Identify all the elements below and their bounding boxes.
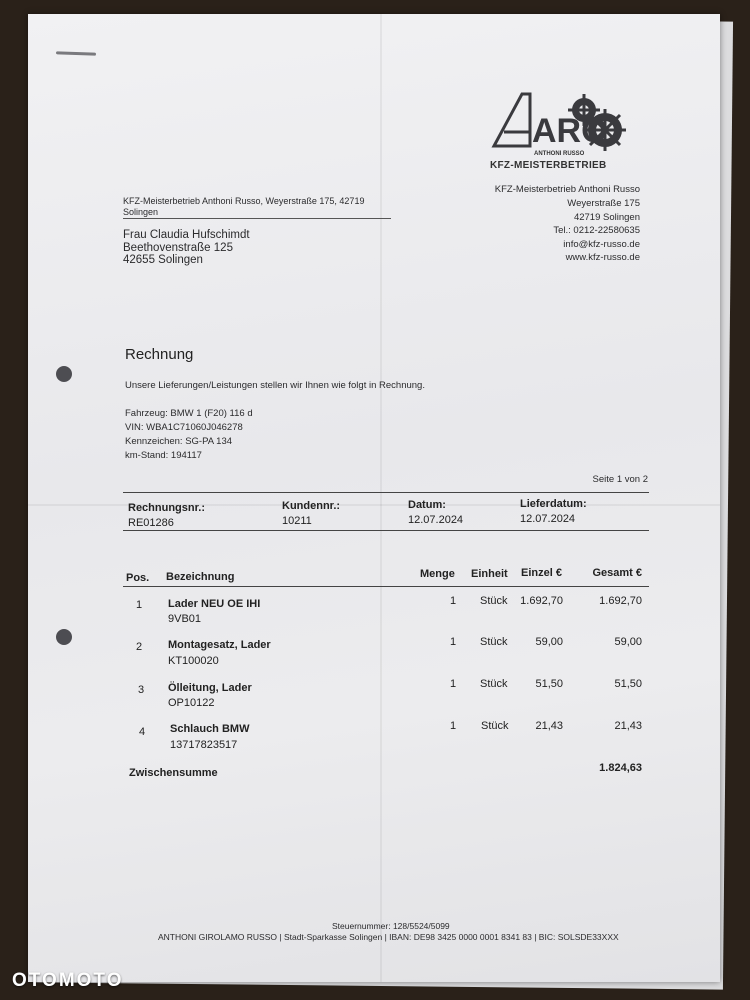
sender-line: Solingen	[123, 207, 159, 217]
invoice-number-label: Rechnungsnr.:	[128, 502, 206, 514]
meta-bottom-divider	[123, 530, 649, 531]
delivery-date: 12.07.2024	[520, 513, 576, 525]
subtotal-value: 1.824,63	[599, 762, 642, 774]
date-label: Datum:	[408, 499, 446, 511]
subtotal-label: Zwischensumme	[129, 767, 218, 779]
page-info: Seite 1 von 2	[592, 474, 648, 485]
row-quantity: 1	[450, 636, 457, 648]
vehicle-line: km-Stand: 194117	[125, 450, 202, 461]
row-unit: Stück	[480, 636, 508, 648]
company-logo	[484, 86, 652, 186]
row-code: OP10122	[168, 697, 215, 709]
customer-number-label: Kundennr.:	[282, 500, 341, 512]
delivery-date-label: Lieferdatum:	[520, 498, 587, 510]
row-code: 13717823517	[170, 739, 238, 751]
company-line: Tel.: 0212-22580635	[553, 225, 640, 236]
invoice-number: RE01286	[128, 517, 174, 529]
row-unit: Stück	[480, 678, 508, 690]
recipient-line: 42655 Solingen	[123, 254, 203, 266]
punch-hole	[56, 366, 72, 382]
company-line: KFZ-Meisterbetrieb Anthoni Russo	[494, 184, 640, 195]
company-line: 42719 Solingen	[573, 212, 640, 223]
row-unit: Stück	[481, 720, 509, 732]
logo-subtitle: KFZ-MEISTERBETRIEB	[490, 160, 607, 171]
otomoto-watermark: OTOMOTO	[12, 970, 124, 991]
recipient-line: Beethovenstraße 125	[123, 242, 233, 254]
vehicle-line: Fahrzeug: BMW 1 (F20) 116 d	[125, 408, 253, 419]
punch-hole	[56, 629, 72, 645]
logo-owner-text: ANTHONI RUSSO	[534, 151, 585, 157]
col-quantity: Menge	[420, 568, 455, 580]
logo-letters: ARO	[532, 112, 608, 150]
company-line: www.kfz-russo.de	[565, 252, 640, 263]
row-unit-price: 21,43	[535, 720, 563, 732]
sender-line: KFZ-Meisterbetrieb Anthoni Russo, Weyerstraße 175, 42719	[123, 196, 365, 206]
row-unit: Stück	[480, 595, 508, 607]
vehicle-line: VIN: WBA1C71060J046278	[125, 422, 243, 433]
row-total: 21,43	[614, 720, 642, 732]
row-code: 9VB01	[168, 613, 202, 625]
col-pos: Pos.	[126, 572, 150, 584]
row-total: 59,00	[614, 636, 642, 648]
row-pos: 1	[136, 599, 143, 611]
row-unit-price: 59,00	[535, 636, 563, 648]
col-unit-price: Einzel €	[521, 567, 562, 579]
recipient-line: Frau Claudia Hufschimdt	[123, 229, 250, 241]
company-line: info@kfz-russo.de	[563, 239, 640, 250]
row-unit-price: 51,50	[535, 678, 563, 690]
row-quantity: 1	[450, 678, 457, 690]
paper-fold	[380, 14, 382, 982]
customer-number: 10211	[282, 515, 312, 527]
invoice-date: 12.07.2024	[408, 514, 464, 526]
col-unit: Einheit	[471, 568, 508, 580]
invoice-intro: Unsere Lieferungen/Leistungen stellen wir Ihnen wie folgt in Rechnung.	[125, 380, 425, 391]
row-name: Ölleitung, Lader	[168, 682, 252, 694]
row-quantity: 1	[450, 595, 457, 607]
meta-top-divider	[123, 492, 649, 493]
row-name: Schlauch BMW	[170, 723, 250, 735]
row-pos: 3	[138, 684, 145, 696]
tax-number: Steuernummer: 128/5524/5099	[332, 921, 450, 931]
row-name: Montagesatz, Lader	[168, 639, 271, 651]
col-total: Gesamt €	[592, 567, 642, 579]
invoice-paper	[28, 14, 720, 982]
company-line: Weyerstraße 175	[567, 198, 640, 209]
row-pos: 2	[136, 641, 143, 653]
row-name: Lader NEU OE IHI	[168, 598, 261, 610]
bank-details: ANTHONI GIROLAMO RUSSO | Stadt-Sparkasse Solingen | IBAN: DE98 3425 0000 0001 8341 83 | BIC: SOLSDE33XXX	[158, 932, 619, 942]
sender-divider	[123, 218, 391, 219]
staple-mark	[56, 51, 96, 55]
row-total: 51,50	[614, 678, 642, 690]
row-total: 1.692,70	[599, 595, 642, 607]
col-description: Bezeichnung	[166, 571, 235, 583]
invoice-title: Rechnung	[125, 346, 194, 363]
row-unit-price: 1.692,70	[520, 595, 563, 607]
row-pos: 4	[139, 726, 146, 738]
row-quantity: 1	[450, 720, 457, 732]
vehicle-line: Kennzeichen: SG-PA 134	[125, 436, 233, 447]
row-code: KT100020	[168, 655, 219, 667]
table-header-divider	[123, 586, 649, 587]
